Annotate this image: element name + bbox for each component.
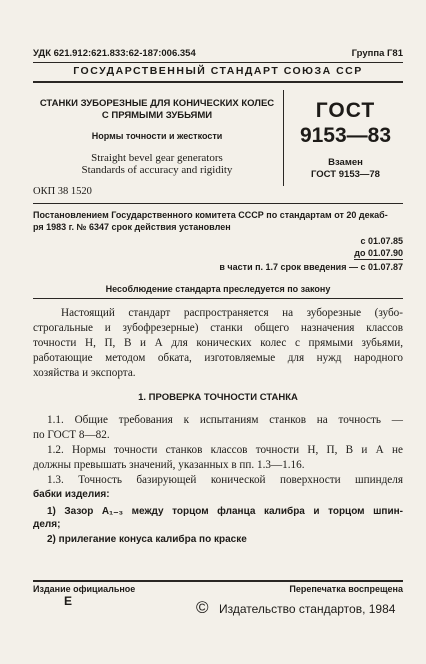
gost-label: ГОСТ — [315, 99, 376, 122]
udk-code: УДК 621.912:621.833:62-187:006.354 — [33, 48, 196, 59]
title-en-line1: Straight bevel gear generators — [91, 152, 223, 164]
edition-label: Издание официальное — [33, 584, 136, 594]
law-rule — [33, 298, 403, 299]
decree-line2: ря 1983 г. № 6347 срок действия установлен — [33, 222, 231, 232]
clause-1-2-line1: 1.2. Нормы точности станков классов точности Н, П, В и А не — [47, 444, 403, 456]
okp-rule — [33, 203, 403, 204]
gost-number: 9153—83 — [299, 124, 392, 147]
effective-to: до 01.07.90 — [354, 248, 403, 258]
intro-line-4: работающие методом обката, изготовляемые для нужд народного — [33, 352, 403, 364]
clause-1-1-line2: по ГОСТ 8—82. — [33, 429, 110, 441]
title-en-line2: Standards of accuracy and rigidity — [81, 164, 233, 176]
effective-from: с 01.07.85 — [360, 236, 403, 246]
clause-1-2-line2: должны превышать значений, указанных в пп. 1.3—1.16. — [33, 459, 305, 471]
publisher-line: Издательство стандартов, 1984 — [219, 602, 396, 616]
law-note: Несоблюдение стандарта преследуется по закону — [105, 284, 331, 294]
title-ru-line2: С ПРЯМЫМИ ЗУБЬЯМИ — [101, 110, 213, 121]
intro-line-2: строгальные и зубофрезерные) станки общего назначения классов — [33, 322, 403, 334]
intro-line-3: точности Н, П, В и А для конических колес с прямыми зубьями, — [33, 337, 403, 349]
group-code: Группа Г81 — [351, 48, 403, 59]
section1-heading: 1. ПРОВЕРКА ТОЧНОСТИ СТАНКА — [138, 392, 298, 403]
footer-rule — [33, 580, 403, 582]
copyright-symbol: © — [196, 598, 209, 617]
decree-line1: Постановлением Государственного комитета СССР по стандартам от 20 декаб- — [33, 210, 388, 220]
intro-line-1: Настоящий стандарт распространяется на зуборезные (зубо- — [61, 307, 403, 319]
replaces-label: Взамен — [328, 157, 363, 168]
okp-code: ОКП 38 1520 — [33, 186, 92, 197]
standard-banner: ГОСУДАРСТВЕННЫЙ СТАНДАРТ СОЮЗА ССР — [73, 65, 363, 77]
title-ru-line1: СТАНКИ ЗУБОРЕЗНЫЕ ДЛЯ КОНИЧЕСКИХ КОЛЕС — [39, 98, 275, 109]
part-effective-note: в части п. 1.7 срок введения — с 01.07.87 — [219, 262, 403, 272]
item-1-line1: 1) Зазор A₁₋₃ между торцом фланца калибра и торцом шпин- — [47, 506, 403, 517]
title-ru-subtitle: Нормы точности и жесткости — [91, 131, 223, 141]
header-rule-bottom — [33, 81, 403, 83]
header-rule-top — [33, 62, 403, 63]
clause-1-3-line1: 1.3. Точность базирующей конической поверхности шпинделя — [47, 474, 403, 486]
reprint-notice: Перепечатка воспрещена — [289, 584, 403, 594]
clause-1-1-line1: 1.1. Общие требования к испытаниям станков на точность — — [47, 414, 403, 426]
title-divider — [283, 90, 284, 186]
item-1-line2: деля; — [33, 519, 61, 530]
item-2: 2) прилегание конуса калибра по краске — [47, 534, 247, 545]
edition-letter: Е — [64, 594, 73, 608]
intro-line-5: хозяйства и экспорта. — [33, 367, 136, 379]
clause-1-3-line2: бабки изделия: — [33, 489, 110, 500]
replaces-standard: ГОСТ 9153—78 — [311, 169, 380, 180]
